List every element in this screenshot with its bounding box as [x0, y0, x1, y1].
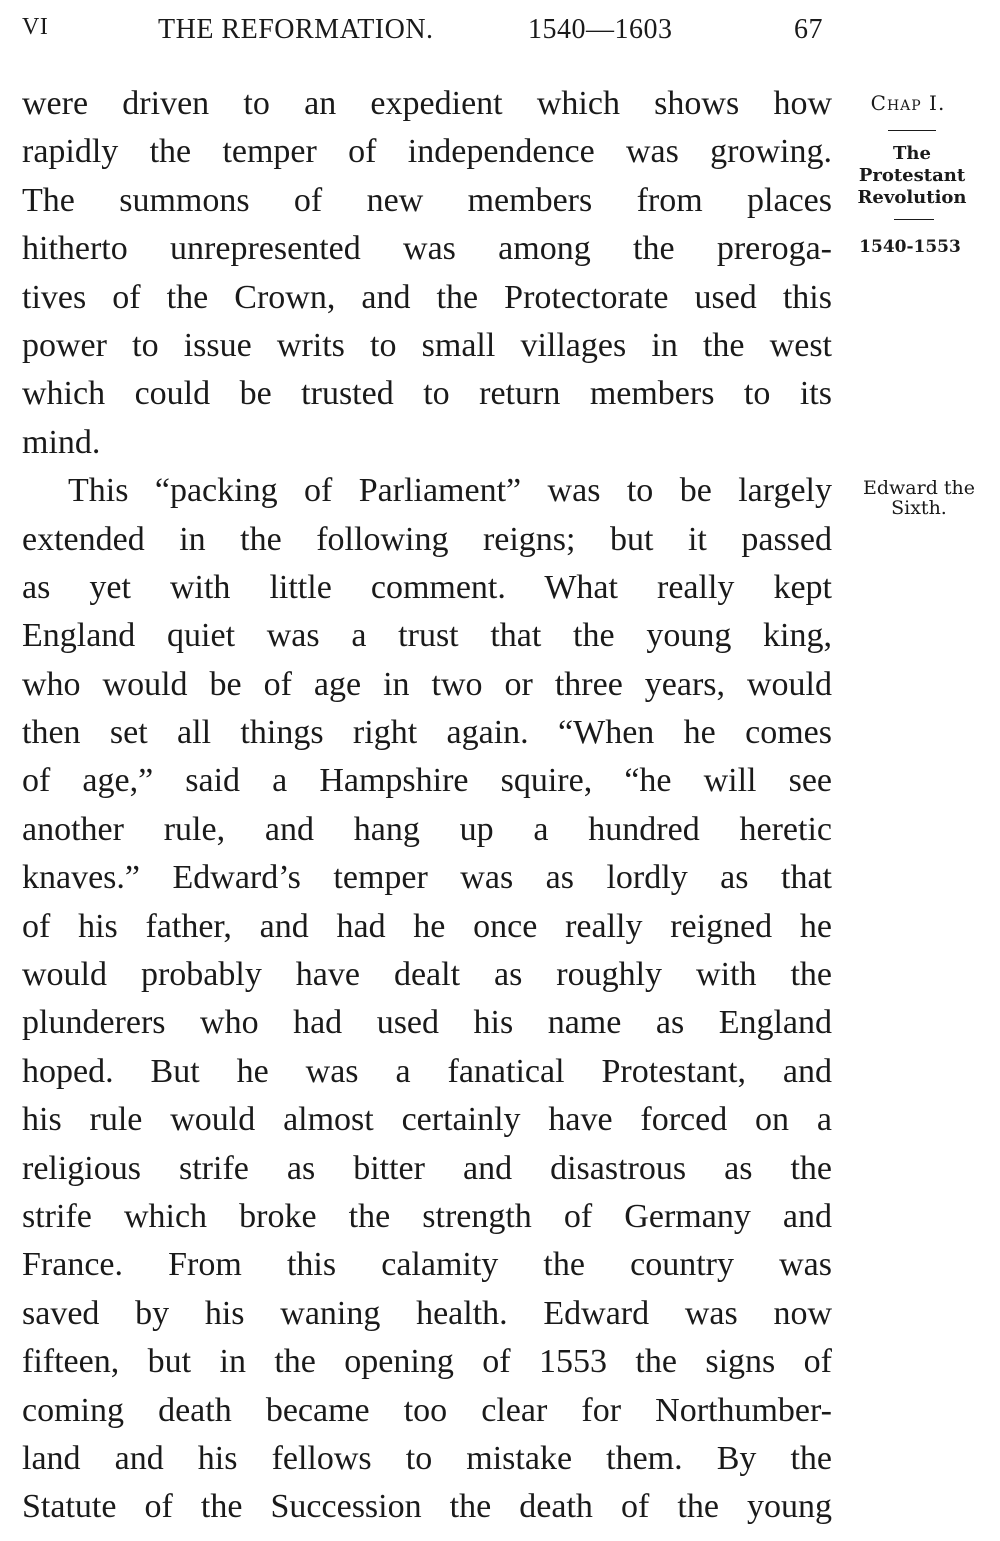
note-divider — [888, 130, 936, 131]
text-line: mind. — [22, 423, 101, 461]
text-line: strife which broke the strength of Germany and — [22, 1197, 832, 1235]
text-line: land and his fellows to mistake them. By the — [22, 1439, 832, 1477]
text-line: then set all things right again. “When he comes — [22, 714, 832, 752]
text-line: This “packing of Parliament” was to be largely — [68, 472, 832, 510]
text-line: tives of the Crown, and the Protectorate used this — [22, 278, 832, 316]
text-line: Statute of the Succession the death of the young — [22, 1488, 832, 1526]
edward-note-line: Edward the — [862, 477, 976, 499]
topic-note — [838, 143, 986, 209]
note-divider — [894, 219, 934, 220]
text-line: England quiet was a trust that the young king, — [22, 617, 832, 655]
text-line: would probably have dealt as roughly with the — [22, 956, 832, 994]
text-line: were driven to an expedient which shows how — [22, 85, 832, 122]
text-line: who would be of age in two or three years, would — [22, 665, 832, 703]
edward-note — [838, 478, 1000, 518]
text-line: extended in the following reigns; but it passed — [22, 520, 832, 558]
text-line: his rule would almost certainly have forced on a — [22, 1101, 832, 1139]
text-line: saved by his waning health. Edward was now — [22, 1294, 832, 1332]
text-line: religious strife as bitter and disastrous as the — [22, 1149, 832, 1187]
chapter-note: Chap I. — [870, 91, 946, 115]
text-line: of his father, and had he once really reigned he — [22, 907, 832, 945]
topic-note-line: Protestant — [858, 165, 966, 186]
section-number: VI — [22, 14, 49, 40]
text-line: fifteen, but in the opening of 1553 the signs of — [22, 1343, 832, 1381]
page-number: 67 — [794, 14, 823, 45]
text-line: of age,” said a Hampshire squire, “he will see — [22, 762, 832, 800]
book-title: THE REFORMATION. — [158, 14, 434, 45]
topic-note-line: The — [893, 143, 931, 164]
period-years: 1540—1603 — [528, 14, 673, 45]
topic-note-line: Revolution — [857, 187, 967, 208]
text-line: as yet with little comment. What really kept — [22, 568, 832, 606]
text-line: another rule, and hang up a hundred heretic — [22, 810, 832, 848]
text-line: plunderers who had used his name as England — [22, 1004, 832, 1042]
text-line: which could be trusted to return members to its — [22, 375, 832, 413]
text-line: power to issue writs to small villages in the west — [22, 326, 832, 364]
text-line: hoped. But he was a fanatical Protestant, and — [22, 1052, 832, 1090]
text-line: knaves.” Edward’s temper was as lordly as that — [22, 859, 832, 897]
text-line: France. From this calamity the country was — [22, 1246, 832, 1284]
body-text — [22, 80, 832, 1532]
text-line: coming death became too clear for Northumber- — [22, 1391, 832, 1429]
years-note: 1540-1553 — [859, 237, 961, 257]
text-line: rapidly the temper of independence was growing. — [22, 133, 832, 171]
text-line: hitherto unrepresented was among the preroga- — [22, 230, 832, 268]
text-line: The summons of new members from places — [22, 181, 832, 219]
margin-notes — [838, 0, 1000, 1541]
edward-note-line: Sixth. — [891, 497, 947, 519]
